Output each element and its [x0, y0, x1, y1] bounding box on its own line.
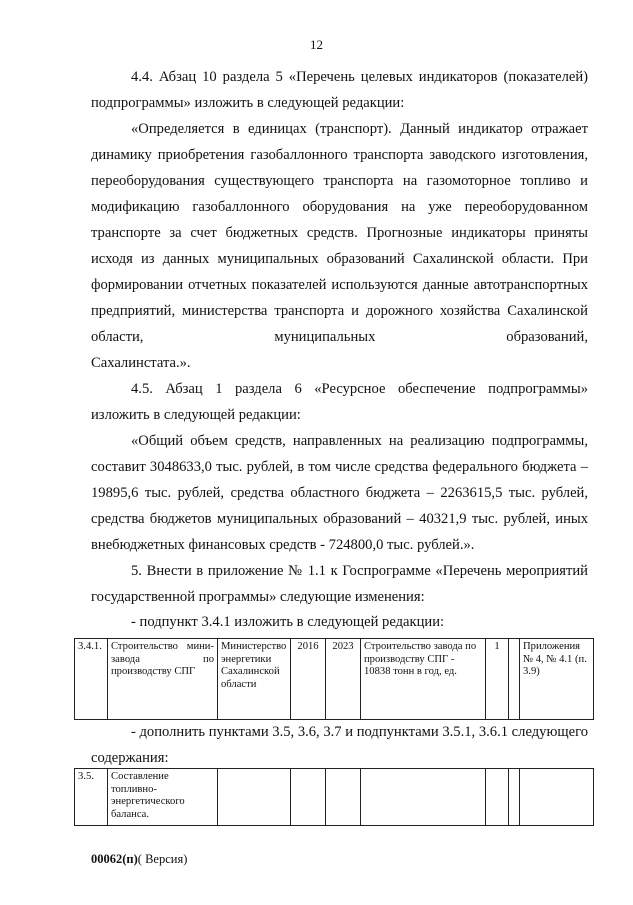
cell-empty	[361, 769, 486, 826]
table-row	[75, 769, 594, 826]
footer	[91, 852, 187, 867]
paragraph-last-line: содержания:	[91, 750, 169, 766]
page-number: 12	[310, 37, 323, 52]
cell-name: Составление топливно-энергетического баланса.	[108, 769, 218, 826]
cell-number: 3.4.1.	[75, 639, 108, 720]
paragraph-5	[91, 558, 588, 610]
paragraph-last-line: внебюджетных финансовых средств - 724800,0 тыс. рублей.».	[91, 537, 475, 553]
cell-name: Строительство мини-завода по производству СПГ	[108, 639, 218, 720]
table-point-3-5	[74, 768, 594, 826]
paragraph-text: «Определяется в единицах (транспорт). Данный индикатор отражает динамику приобретения газобаллонного транспорта заводского изготовления, переоборудования существующего транспорта на газомоторное топливо и модификацию газобаллонного оборудования на уже переоборудованном транспорте за счет бюджетных средств. Прогнозные индикаторы приняты исходя из данных муниципальных образований Сахалинской области. При формировании отчетных показателей используются данные автотранспортных предприятий, министерства транспорта и дорожного хозяйства Сахалинской области, муниципальных образований,	[91, 121, 588, 345]
document-version: ( Версия)	[137, 852, 188, 866]
paragraph-subpoint-3-4-1	[91, 609, 588, 635]
paragraph-text: «Общий объем средств, направленных на реализацию подпрограммы, составит 3048633,0 тыс. рублей, в том числе средства федерального бюджета – 19895,6 тыс. рублей, средства областного бюджета – 2263615,5 тыс. рублей, средства бюджетов муниципальных образований – 40321,9 тыс. рублей, иных	[91, 433, 588, 527]
paragraph-add-points	[91, 719, 588, 771]
paragraph-text: 4.5. Абзац 1 раздела 6 «Ресурсное обеспечение подпрограммы»	[131, 381, 588, 397]
cell-appendix: Приложения № 4, № 4.1 (п. 3.9)	[520, 639, 594, 720]
paragraph-last-line: подпрограммы» изложить в следующей редакции:	[91, 95, 405, 111]
paragraph-text: - дополнить пунктами 3.5, 3.6, 3.7 и подпунктами 3.5.1, 3.6.1 следующего	[131, 724, 588, 740]
paragraph-text: 5. Внести в приложение № 1.1 к Госпрограмме «Перечень мероприятий	[131, 563, 588, 579]
paragraph-last-line: изложить в следующей редакции:	[91, 407, 301, 423]
table-subpoint-3-4-1	[74, 638, 594, 720]
paragraph-last-line: государственной программы» следующие изменения:	[91, 589, 425, 605]
cell-empty	[218, 769, 291, 826]
cell-year-start: 2016	[291, 639, 326, 720]
paragraph-last-line: - подпункт 3.4.1 изложить в следующей редакции:	[131, 614, 445, 630]
cell-empty	[509, 639, 520, 720]
document-code: 00062(п)	[91, 852, 138, 866]
paragraph-quote-transport	[91, 116, 588, 376]
cell-executor: Министерство энергетики Сахалинской области	[218, 639, 291, 720]
cell-empty	[291, 769, 326, 826]
table-row	[75, 639, 594, 720]
paragraph-text: 4.4. Абзац 10 раздела 5 «Перечень целевых индикаторов (показателей)	[131, 69, 588, 85]
paragraph-4-5	[91, 376, 588, 428]
cell-number: 3.5.	[75, 769, 108, 826]
paragraph-quote-funding	[91, 428, 588, 558]
cell-result: Строительство завода по производству СПГ - 10838 тонн в год, ед.	[361, 639, 486, 720]
cell-year-end: 2023	[326, 639, 361, 720]
cell-empty	[509, 769, 520, 826]
paragraph-4-4	[91, 64, 588, 116]
cell-empty	[486, 769, 509, 826]
paragraph-last-line: Сахалинстата.».	[91, 355, 191, 371]
cell-empty	[520, 769, 594, 826]
cell-empty	[326, 769, 361, 826]
cell-value: 1	[486, 639, 509, 720]
